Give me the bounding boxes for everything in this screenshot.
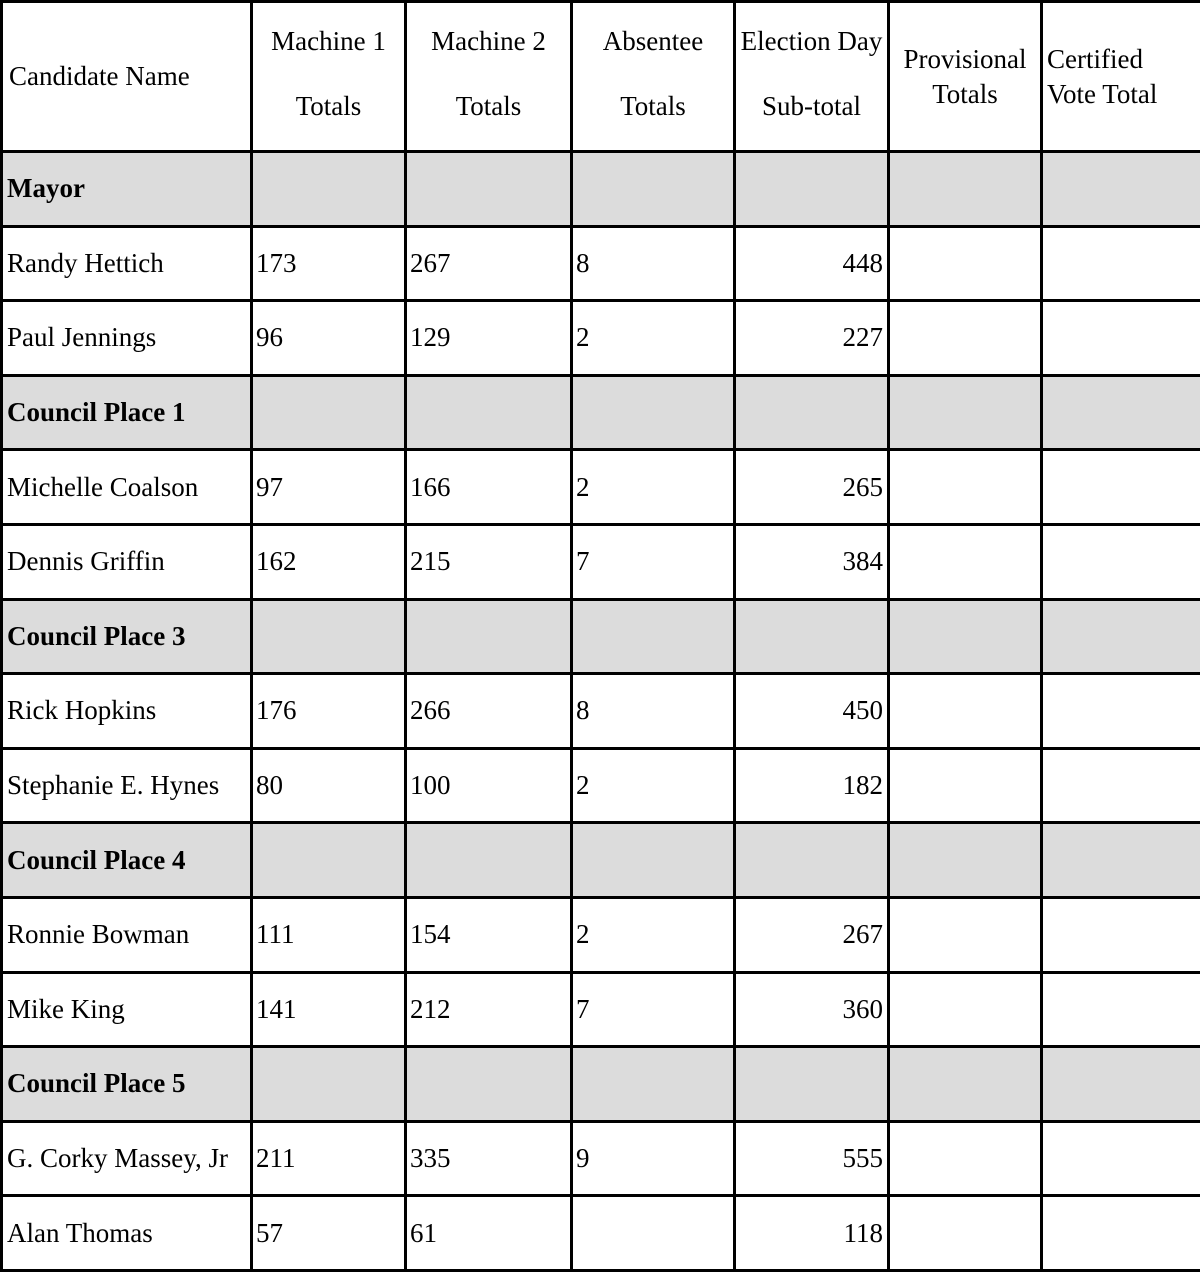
section-empty-cell: [572, 599, 735, 674]
section-title: Council Place 5: [2, 1047, 252, 1122]
section-empty-cell: [252, 1047, 406, 1122]
provisional-total-cell: [889, 972, 1042, 1047]
certified-total-cell: [1042, 226, 1200, 301]
section-empty-cell: [1042, 823, 1200, 898]
election-day-subtotal-cell: 265: [735, 450, 889, 525]
election-day-subtotal-cell: 360: [735, 972, 889, 1047]
section-empty-cell: [406, 599, 572, 674]
provisional-total-cell: [889, 897, 1042, 972]
certified-total-cell: [1042, 450, 1200, 525]
certified-total-cell: [1042, 897, 1200, 972]
section-empty-cell: [572, 152, 735, 227]
section-empty-cell: [889, 599, 1042, 674]
machine-2-total-cell: 166: [406, 450, 572, 525]
candidate-name-cell: Michelle Coalson: [2, 450, 252, 525]
election-day-subtotal-cell: 384: [735, 524, 889, 599]
section-empty-cell: [406, 375, 572, 450]
candidate-row: [2, 226, 1200, 301]
machine-2-total-cell: 100: [406, 748, 572, 823]
section-empty-cell: [406, 823, 572, 898]
section-empty-cell: [889, 823, 1042, 898]
election-day-subtotal-cell: 555: [735, 1121, 889, 1196]
election-day-subtotal-cell: 182: [735, 748, 889, 823]
machine-1-total-cell: 211: [252, 1121, 406, 1196]
candidate-row: [2, 1196, 1200, 1271]
provisional-total-cell: [889, 301, 1042, 376]
candidate-name-cell: Dennis Griffin: [2, 524, 252, 599]
provisional-total-cell: [889, 524, 1042, 599]
election-day-subtotal-cell: 118: [735, 1196, 889, 1271]
absentee-total-cell: [572, 1196, 735, 1271]
machine-1-total-cell: 96: [252, 301, 406, 376]
candidate-row: [2, 450, 1200, 525]
candidate-row: [2, 524, 1200, 599]
header-row: [2, 2, 1200, 152]
section-empty-cell: [735, 1047, 889, 1122]
certified-total-cell: [1042, 301, 1200, 376]
provisional-total-cell: [889, 674, 1042, 749]
section-row: [2, 1047, 1200, 1122]
absentee-total-cell: 9: [572, 1121, 735, 1196]
certified-total-cell: [1042, 1196, 1200, 1271]
absentee-total-cell: 2: [572, 301, 735, 376]
section-empty-cell: [572, 823, 735, 898]
machine-1-total-cell: 173: [252, 226, 406, 301]
header-provisional-totals: Provisional Totals: [889, 2, 1042, 152]
section-empty-cell: [889, 152, 1042, 227]
certified-total-cell: [1042, 1121, 1200, 1196]
header-machine-2-totals: Machine 2 Totals: [406, 2, 572, 152]
candidate-name-cell: Paul Jennings: [2, 301, 252, 376]
absentee-total-cell: 8: [572, 674, 735, 749]
header-election-day-subtotal: Election Day Sub-total: [735, 2, 889, 152]
machine-2-total-cell: 215: [406, 524, 572, 599]
election-day-subtotal-cell: 450: [735, 674, 889, 749]
provisional-total-cell: [889, 748, 1042, 823]
certified-total-cell: [1042, 748, 1200, 823]
candidate-row: [2, 1121, 1200, 1196]
section-title: Council Place 4: [2, 823, 252, 898]
provisional-total-cell: [889, 1196, 1042, 1271]
section-empty-cell: [572, 1047, 735, 1122]
section-empty-cell: [572, 375, 735, 450]
section-empty-cell: [252, 152, 406, 227]
absentee-total-cell: 8: [572, 226, 735, 301]
certified-total-cell: [1042, 674, 1200, 749]
provisional-total-cell: [889, 1121, 1042, 1196]
machine-2-total-cell: 267: [406, 226, 572, 301]
absentee-total-cell: 7: [572, 972, 735, 1047]
machine-2-total-cell: 212: [406, 972, 572, 1047]
candidate-name-cell: Randy Hettich: [2, 226, 252, 301]
section-empty-cell: [735, 152, 889, 227]
machine-2-total-cell: 129: [406, 301, 572, 376]
certified-total-cell: [1042, 524, 1200, 599]
absentee-total-cell: 2: [572, 897, 735, 972]
certified-total-cell: [1042, 972, 1200, 1047]
section-empty-cell: [252, 823, 406, 898]
candidate-row: [2, 301, 1200, 376]
machine-1-total-cell: 176: [252, 674, 406, 749]
election-day-subtotal-cell: 448: [735, 226, 889, 301]
candidate-row: [2, 748, 1200, 823]
header-absentee-totals: Absentee Totals: [572, 2, 735, 152]
candidate-name-cell: Mike King: [2, 972, 252, 1047]
section-title: Council Place 3: [2, 599, 252, 674]
header-candidate-name: Candidate Name: [2, 2, 252, 152]
absentee-total-cell: 2: [572, 748, 735, 823]
section-empty-cell: [1042, 375, 1200, 450]
provisional-total-cell: [889, 450, 1042, 525]
machine-2-total-cell: 61: [406, 1196, 572, 1271]
candidate-name-cell: Ronnie Bowman: [2, 897, 252, 972]
section-empty-cell: [735, 823, 889, 898]
candidate-row: [2, 897, 1200, 972]
section-row: [2, 823, 1200, 898]
election-day-subtotal-cell: 227: [735, 301, 889, 376]
header-certified-vote-total: Certified Vote Total: [1042, 2, 1200, 152]
section-empty-cell: [406, 152, 572, 227]
section-empty-cell: [406, 1047, 572, 1122]
machine-2-total-cell: 335: [406, 1121, 572, 1196]
absentee-total-cell: 2: [572, 450, 735, 525]
section-empty-cell: [252, 599, 406, 674]
candidate-name-cell: Alan Thomas: [2, 1196, 252, 1271]
machine-2-total-cell: 154: [406, 897, 572, 972]
machine-1-total-cell: 57: [252, 1196, 406, 1271]
machine-1-total-cell: 97: [252, 450, 406, 525]
section-title: Council Place 1: [2, 375, 252, 450]
section-row: [2, 152, 1200, 227]
section-empty-cell: [889, 1047, 1042, 1122]
section-empty-cell: [889, 375, 1042, 450]
election-day-subtotal-cell: 267: [735, 897, 889, 972]
machine-1-total-cell: 80: [252, 748, 406, 823]
header-machine-1-totals: Machine 1 Totals: [252, 2, 406, 152]
section-empty-cell: [735, 375, 889, 450]
section-empty-cell: [1042, 599, 1200, 674]
absentee-total-cell: 7: [572, 524, 735, 599]
machine-1-total-cell: 141: [252, 972, 406, 1047]
section-empty-cell: [1042, 1047, 1200, 1122]
section-empty-cell: [735, 599, 889, 674]
candidate-row: [2, 674, 1200, 749]
machine-1-total-cell: 162: [252, 524, 406, 599]
provisional-total-cell: [889, 226, 1042, 301]
section-empty-cell: [252, 375, 406, 450]
section-title: Mayor: [2, 152, 252, 227]
machine-1-total-cell: 111: [252, 897, 406, 972]
candidate-name-cell: Rick Hopkins: [2, 674, 252, 749]
section-row: [2, 599, 1200, 674]
section-row: [2, 375, 1200, 450]
candidate-row: [2, 972, 1200, 1047]
machine-2-total-cell: 266: [406, 674, 572, 749]
section-empty-cell: [1042, 152, 1200, 227]
candidate-name-cell: Stephanie E. Hynes: [2, 748, 252, 823]
candidate-name-cell: G. Corky Massey, Jr: [2, 1121, 252, 1196]
